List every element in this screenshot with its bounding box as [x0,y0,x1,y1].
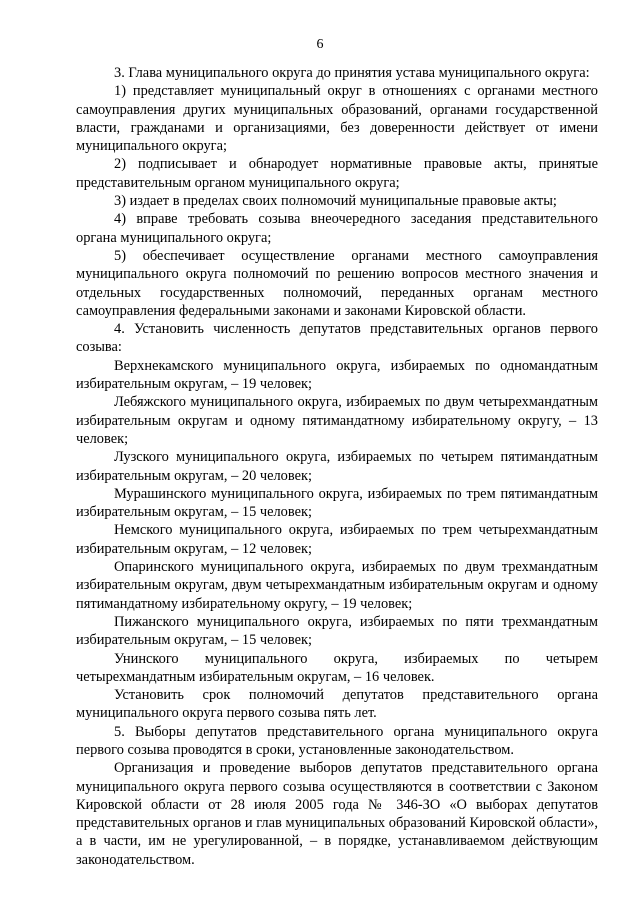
paragraph-district-verkhnekamsky: Верхнекамского муниципального округа, избираемых по одномандатным избирательным округам, – 19 человек; [76,357,598,393]
paragraph-district-oparinsky: Опаринского муниципального округа, избираемых по двум трехмандатным избирательным округам, двум четырехмандатным избирательным округам и одному пятимандатному избирательному округу, – 19 человек; [76,559,598,612]
paragraph-clause-4: 4. Установить численность депутатов представительных органов первого созыва: [76,321,598,356]
document-body [76,64,598,869]
paragraph-district-uninsky: Унинского муниципального округа, избираемых по четырем четырехмандатным избирательным округам, – 16 человек. [76,650,598,685]
paragraph-item-5: 5) обеспечивает осуществление органами местного самоуправления муниципального округа полномочий по решению вопросов местного значения и отдельных государственных полномочий, переданных органам местного самоуправления федеральными законами и законами Кировской области. [76,247,598,319]
paragraph-district-luzsky: Лузского муниципального округа, избираемых по четырем пятимандатным избирательным округам, – 20 человек; [76,449,598,484]
paragraph-election-organization: Организация и проведение выборов депутатов представительного органа муниципального округа первого созыва осуществляются в соответствии с Законом Кировской области от 28 июля 2005 года № 346-ЗО «О выборах депутатов представительных органов и глав муниципальных образований Кировской области», а в части, им не урегулированной, – в порядке, устанавливаемом действующим законодательством. [76,760,598,868]
paragraph-head-clause-3: 3. Глава муниципального округа до принятия устава муниципального округа: [114,65,590,81]
page-number: 6 [316,37,324,52]
paragraph-district-murashinsky: Мурашинского муниципального округа, избираемых по трем пятимандатным избирательным округам, – 15 человек; [76,485,598,521]
paragraph-item-3: 3) издает в пределах своих полномочий муниципальные правовые акты; [114,193,557,210]
paragraph-district-pizhansky: Пижанского муниципального округа, избираемых по пяти трехмандатным избирательным округам, – 15 человек; [76,613,598,649]
paragraph-item-4: 4) вправе требовать созыва внеочередного заседания представительного органа муниципального округа; [76,211,598,246]
paragraph-district-lebyazhsky: Лебяжского муниципального округа, избираемых по двум четырехмандатным избирательным округам и одному пятимандатному избирательному округу, – 13 человек; [76,394,598,447]
paragraph-clause-5: 5. Выборы депутатов представительного органа муниципального округа первого созыва проводятся в сроки, установленные законодательством. [76,723,598,758]
paragraph-item-2: 2) подписывает и обнародует нормативные правовые акты, принятые представительным органом муниципального округа; [76,156,598,191]
paragraph-district-nemsky: Немского муниципального округа, избираемых по трем четырехмандатным избирательным округам, – 12 человек; [76,522,598,557]
paragraph-item-1: 1) представляет муниципальный округ в отношениях с органами местного самоуправления других муниципальных образований, органами государственной власти, гражданами и организациями, без доверенности действует от имени муниципального округа; [76,83,598,155]
paragraph-term-of-office: Установить срок полномочий депутатов представительного органа муниципального округа первого созыва пять лет. [76,687,598,722]
